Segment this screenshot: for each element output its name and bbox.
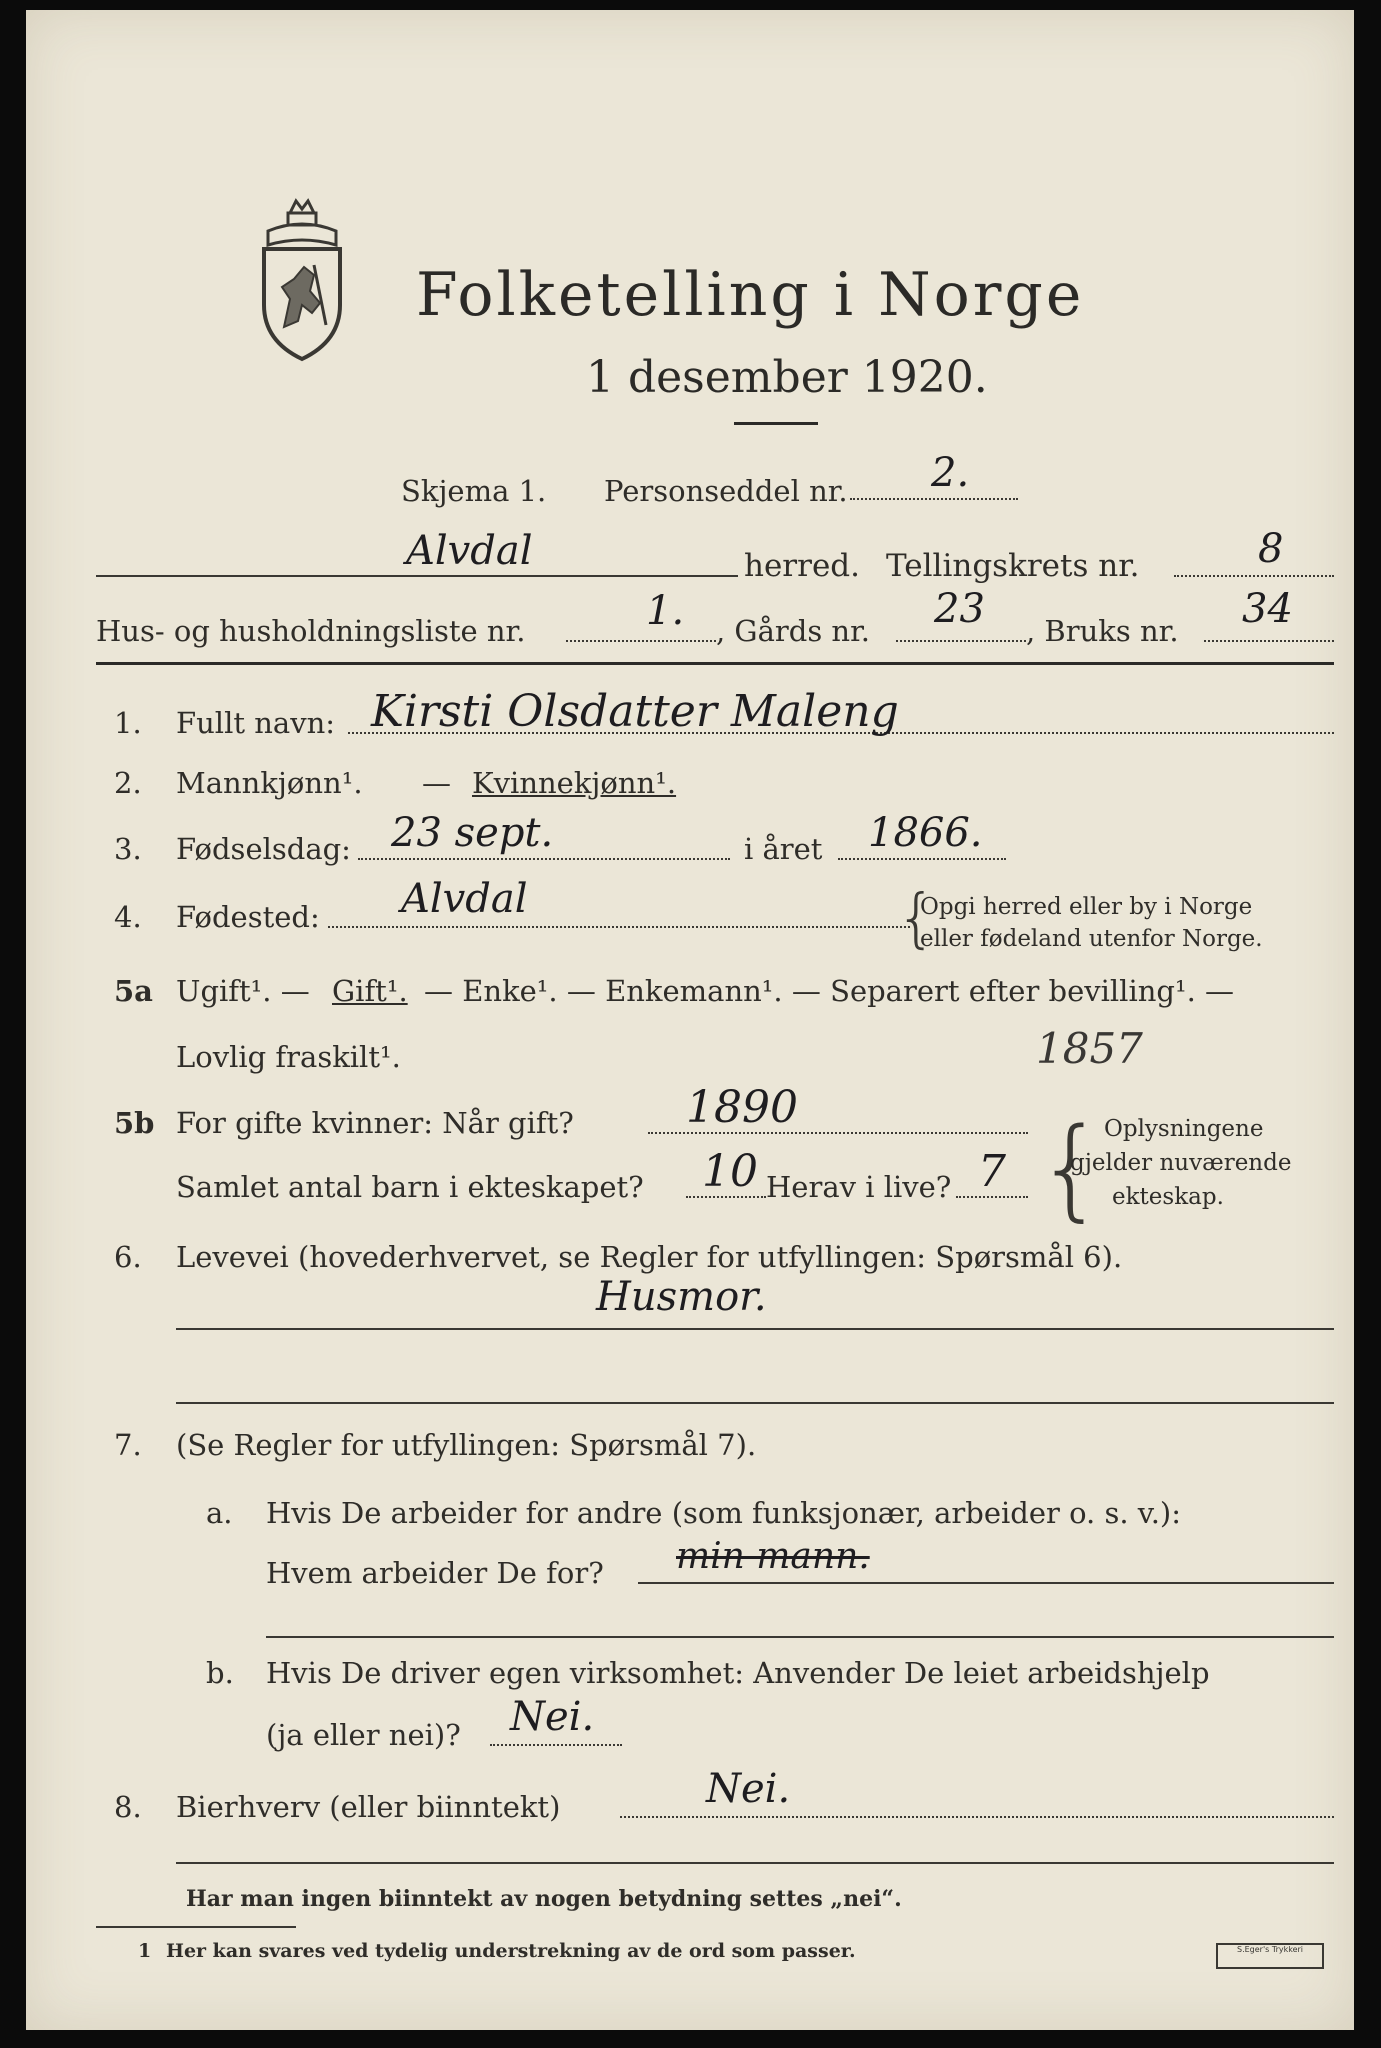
q7b-text: Hvis De driver egen virksomhet: Anvender De leiet arbeidshjelp [266, 1656, 1210, 1690]
q7a-text: Hvis De arbeider for andre (som funksjonær, arbeider o. s. v.): [266, 1496, 1182, 1530]
header-rule [96, 662, 1334, 665]
hired-help-value[interactable]: Nei. [510, 1694, 595, 1740]
q2-separator: — [422, 766, 451, 800]
personseddel-dots [850, 498, 1018, 500]
personseddel-label: Personseddel nr. [604, 474, 848, 508]
q7a-line [638, 1582, 1334, 1584]
gards-value[interactable]: 23 [934, 586, 985, 632]
gift-option[interactable]: Gift¹. [332, 974, 408, 1008]
husholdning-label: Hus- og husholdningsliste nr. [96, 614, 526, 648]
q7b-letter: b. [206, 1656, 234, 1690]
q5a-other-options[interactable]: — Enke¹. — Enkemann¹. — Separert efter bevilling¹. — [424, 974, 1235, 1008]
q3-number: 3. [114, 832, 142, 866]
skjema-label: Skjema 1. [401, 474, 547, 508]
q7a-letter: a. [206, 1496, 233, 1530]
aaret-label: i året [744, 832, 823, 866]
q4-label: Fødested: [176, 900, 320, 934]
q5b-gift-label: For gifte kvinner: Når gift? [176, 1106, 574, 1140]
q6-number: 6. [114, 1240, 142, 1274]
printer-stamp: S.Eger's Trykkeri [1216, 1943, 1324, 1969]
q4-note-line1: Opgi herred eller by i Norge [920, 894, 1253, 920]
q7-number: 7. [114, 1428, 142, 1462]
birthday-value[interactable]: 23 sept. [391, 810, 554, 856]
footer-note: Har man ingen biinntekt av nogen betydning settes „nei“. [186, 1886, 902, 1912]
husholdning-value[interactable]: 1. [646, 588, 685, 634]
q6-line1 [176, 1328, 1334, 1330]
aaret-dots [838, 858, 1006, 860]
form-title: Folketelling i Norge [416, 260, 1085, 330]
q4-dots [328, 926, 910, 928]
q6-line2 [176, 1402, 1334, 1404]
q5b-live-label: Herav i live? [766, 1170, 952, 1204]
q5b-number: 5b [114, 1106, 155, 1140]
title-divider [734, 422, 818, 425]
tellingskrets-value[interactable]: 8 [1258, 526, 1284, 572]
q8-number: 8. [114, 1790, 142, 1824]
q5b-note-line1: Oplysningene [1104, 1116, 1264, 1142]
children-alive-value[interactable]: 7 [978, 1146, 1006, 1197]
norwegian-coat-of-arms-icon [254, 195, 350, 365]
q7b-question: (ja eller nei)? [266, 1718, 461, 1752]
gards-dots [896, 640, 1026, 642]
q3-label: Fødselsdag: [176, 832, 351, 866]
side-income-value[interactable]: Nei. [706, 1766, 791, 1812]
lovlig-fraskilt-option[interactable]: Lovlig fraskilt¹. [176, 1040, 401, 1074]
gards-label: , Gårds nr. [716, 614, 870, 648]
margin-note-1857: 1857 [1036, 1024, 1143, 1073]
kvinnekjonn-option[interactable]: Kvinnekjønn¹. [472, 766, 677, 800]
bruks-value[interactable]: 34 [1242, 586, 1293, 632]
tellingskrets-label: Tellingskrets nr. [886, 548, 1140, 584]
q2-number: 2. [114, 766, 142, 800]
census-date: 1 desember 1920. [586, 352, 988, 403]
q4-number: 4. [114, 900, 142, 934]
q7b-dots [490, 1744, 622, 1746]
q4-note-line2: eller fødeland utenfor Norge. [920, 926, 1263, 952]
q8-dots [620, 1816, 1334, 1818]
q7a-extra-line [266, 1636, 1334, 1638]
footnote-text: Her kan svares ved tydelig understrekning av de ord som passer. [166, 1940, 856, 1962]
q8-line2 [176, 1862, 1334, 1864]
q5b-note-line2: gjelder nuværende [1070, 1150, 1292, 1176]
q5b-note-line3: ekteskap. [1112, 1184, 1224, 1210]
q4-brace: { [896, 882, 937, 956]
ugift-option[interactable]: Ugift¹. — [176, 974, 310, 1008]
children-count-value[interactable]: 10 [702, 1146, 758, 1197]
full-name-value[interactable]: Kirsti Olsdatter Maleng [371, 686, 899, 737]
q5b-brace: { [1036, 1104, 1106, 1232]
mannkjonn-option[interactable]: Mannkjønn¹. [176, 766, 363, 800]
q7a-question: Hvem arbeider De for? [266, 1556, 604, 1590]
herred-value[interactable]: Alvdal [406, 528, 533, 574]
husholdning-dots [566, 640, 716, 642]
married-year-value[interactable]: 1890 [686, 1082, 798, 1133]
herred-line [96, 575, 738, 577]
q3-dots [358, 858, 730, 860]
tellingskrets-dots [1174, 575, 1334, 577]
q8-label: Bierhverv (eller biinntekt) [176, 1790, 561, 1824]
footnote-mark: 1 [138, 1940, 152, 1962]
q6-label: Levevei (hovederhvervet, se Regler for utfyllingen: Spørsmål 6). [176, 1240, 1123, 1274]
q7-label: (Se Regler for utfyllingen: Spørsmål 7). [176, 1428, 757, 1462]
birth-year-value[interactable]: 1866. [868, 810, 983, 856]
footnote-rule [96, 1926, 296, 1928]
personseddel-value[interactable]: 2. [931, 450, 970, 496]
bruks-label: , Bruks nr. [1026, 614, 1179, 648]
birthplace-value[interactable]: Alvdal [401, 876, 528, 922]
q5b-barn-label: Samlet antal barn i ekteskapet? [176, 1170, 644, 1204]
q1-label: Fullt navn: [176, 706, 336, 740]
q1-number: 1. [114, 706, 142, 740]
census-form-page [26, 10, 1354, 2030]
employer-value[interactable]: min mann. [676, 1536, 870, 1577]
q5a-number: 5a [114, 974, 153, 1008]
bruks-dots [1204, 640, 1334, 642]
occupation-value[interactable]: Husmor. [596, 1274, 767, 1320]
herred-label: herred. [744, 548, 860, 584]
